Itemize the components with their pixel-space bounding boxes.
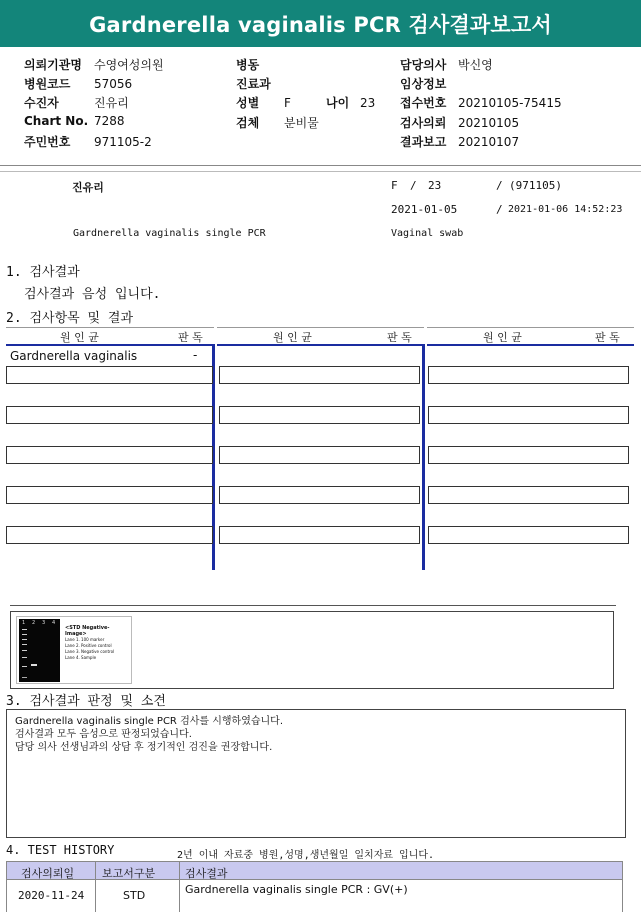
chart-no-label: Chart No. [24, 114, 89, 128]
doctor-value: 박신영 [458, 58, 493, 72]
col2-judge-header: 판 독 [387, 331, 412, 344]
ladder-band [22, 677, 27, 678]
result-cell [6, 406, 213, 424]
gel-legend [65, 637, 114, 661]
history-type: STD [123, 889, 146, 902]
doctor-label: 담당의사 [400, 58, 447, 72]
result-cell [428, 526, 629, 544]
ladder-band [22, 634, 27, 635]
result-cell [428, 446, 629, 464]
report-date-label: 결과보고 [400, 135, 447, 149]
patient-label: 수진자 [24, 96, 59, 110]
summary-age: 23 [428, 179, 442, 192]
gel-legend-item: Lane 2. Positive control [65, 643, 112, 648]
sex-value: F [284, 96, 291, 110]
receipt-no-value: 20210105-75415 [458, 96, 562, 110]
col3-judge-header: 판 독 [595, 331, 620, 344]
section3-title: 3. 검사결과 판정 및 소견 [6, 694, 166, 709]
result-cell [428, 486, 629, 504]
specimen-row [236, 114, 319, 131]
ladder-band [22, 629, 27, 630]
ladder-band [22, 650, 27, 651]
header-info [0, 47, 641, 166]
hospital-code-row [24, 75, 132, 92]
opinion-box [6, 709, 626, 838]
ladder-band [22, 657, 27, 658]
divider [179, 862, 180, 879]
doctor-row [400, 56, 493, 73]
department-row [236, 75, 284, 92]
section1-text: 검사결과 음성 입니다. [24, 287, 161, 302]
ladder-band [22, 639, 27, 640]
ladder-band [22, 644, 27, 645]
section4-title: 4. TEST HISTORY [6, 843, 115, 857]
result-cell [219, 526, 420, 544]
gel-electrophoresis-image [19, 619, 60, 682]
clinical-label: 임상정보 [400, 77, 447, 91]
divider [0, 171, 641, 172]
divider [95, 880, 96, 912]
summary-specimen: Vaginal swab [391, 228, 464, 239]
divider [179, 880, 180, 912]
age-label: 나이 [326, 96, 350, 110]
patient-value: 진유리 [94, 96, 129, 110]
col3-organism-header: 원 인 균 [483, 331, 522, 344]
request-date-label: 검사의뢰 [400, 116, 447, 130]
gel-legend-item: Lane 1. 100 marker [65, 637, 105, 642]
grid-header-col2 [217, 327, 424, 346]
result-cell [428, 406, 629, 424]
specimen-label: 검체 [236, 116, 260, 130]
resident-no-row [24, 133, 152, 150]
report-title: Gardnerella vaginalis PCR 검사결과보고서 [0, 0, 641, 47]
age-value: 23 [360, 96, 376, 110]
table-row [6, 880, 623, 912]
lane-number: 3 [42, 620, 46, 626]
chart-no-row [24, 114, 125, 128]
institution-value: 수영여성의원 [94, 58, 164, 72]
specimen-value: 분비물 [284, 116, 319, 130]
chart-no-value: 7288 [94, 114, 125, 128]
result-cell [428, 366, 629, 384]
patient-row [24, 94, 129, 111]
request-date-value: 20210105 [458, 116, 520, 130]
col2-organism-header: 원 인 균 [273, 331, 312, 344]
summary-date2: 2021-01-06 14:52:23 [508, 204, 623, 215]
ward-label: 병동 [236, 58, 260, 72]
result-cell [219, 366, 420, 384]
divider [95, 862, 96, 879]
gel-image-frame [10, 611, 614, 689]
history-note: 2년 이내 자료중 병원,성명,생년월일 일치자료 입니다. [177, 850, 435, 861]
grid-header-col1 [6, 327, 214, 346]
result-cell [6, 446, 213, 464]
summary-sep3: / [496, 203, 503, 216]
col1-organism-header: 원 인 균 [60, 331, 99, 344]
history-header-date: 검사의뢰일 [21, 867, 75, 880]
result-cell [219, 446, 420, 464]
opinion-line: Gardnerella vaginalis single PCR 검사를 시행하였습니다. [15, 716, 284, 727]
history-header-result: 검사결과 [185, 867, 228, 880]
opinion-line: 담당 의사 선생님과의 상담 후 정기적인 검진을 권장합니다. [15, 742, 273, 753]
hospital-code-label: 병원코드 [24, 77, 71, 91]
history-header-row [6, 861, 623, 880]
summary-test: Gardnerella vaginalis single PCR [73, 228, 266, 239]
section2-title: 2. 검사항목 및 결과 [6, 311, 134, 326]
gel-legend-title: <STD Negative-Image> [65, 625, 110, 637]
request-date-row [400, 114, 519, 131]
ladder-band [22, 666, 27, 667]
gel-legend-item: Lane 4. Sample [65, 655, 97, 660]
summary-sep1: / [410, 179, 417, 192]
history-date: 2020-11-24 [18, 889, 85, 902]
lane-number: 2 [32, 620, 36, 626]
gel-legend-item: Lane 3. Negative control [65, 649, 115, 654]
history-header-type: 보고서구분 [102, 867, 156, 880]
report-date-value: 20210107 [458, 135, 520, 149]
report-date-row [400, 133, 519, 150]
lane-number: 1 [22, 620, 26, 626]
positive-control-band [31, 664, 37, 666]
section1-title: 1. 검사결과 [6, 265, 80, 280]
gel-top-rule [10, 605, 616, 606]
opinion-line: 검사결과 모두 음성으로 판정되었습니다. [15, 729, 192, 740]
organism-name: Gardnerella vaginalis [10, 349, 138, 363]
column-divider [422, 344, 425, 570]
summary-sep2: / [496, 179, 503, 192]
result-cell [6, 366, 213, 384]
summary-date1: 2021-01-05 [391, 203, 458, 216]
grid-header-col3 [427, 327, 634, 346]
result-cell [219, 406, 420, 424]
receipt-no-label: 접수번호 [400, 96, 447, 110]
summary-sex: F [391, 179, 398, 192]
receipt-no-row [400, 94, 562, 111]
sex-age-row [236, 94, 375, 111]
resident-no-label: 주민번호 [24, 135, 71, 149]
history-result: Gardnerella vaginalis single PCR : GV(+) [185, 883, 408, 896]
summary-name: 진유리 [72, 181, 104, 194]
lane-number: 4 [52, 620, 56, 626]
result-cell [219, 486, 420, 504]
result-cell [6, 486, 213, 504]
col1-judge-header: 판 독 [178, 331, 203, 344]
summary-birth: (971105) [509, 179, 562, 192]
sex-label: 성별 [236, 96, 260, 110]
hospital-code-value: 57056 [94, 77, 133, 91]
institution-row [24, 56, 164, 73]
resident-no-value: 971105-2 [94, 135, 152, 149]
department-label: 진료과 [236, 77, 271, 91]
ward-row [236, 56, 284, 73]
clinical-row [400, 75, 458, 92]
result-cell [6, 526, 213, 544]
gel-image-panel [16, 616, 132, 684]
institution-label: 의뢰기관명 [24, 58, 82, 72]
organism-result: - [193, 348, 198, 362]
